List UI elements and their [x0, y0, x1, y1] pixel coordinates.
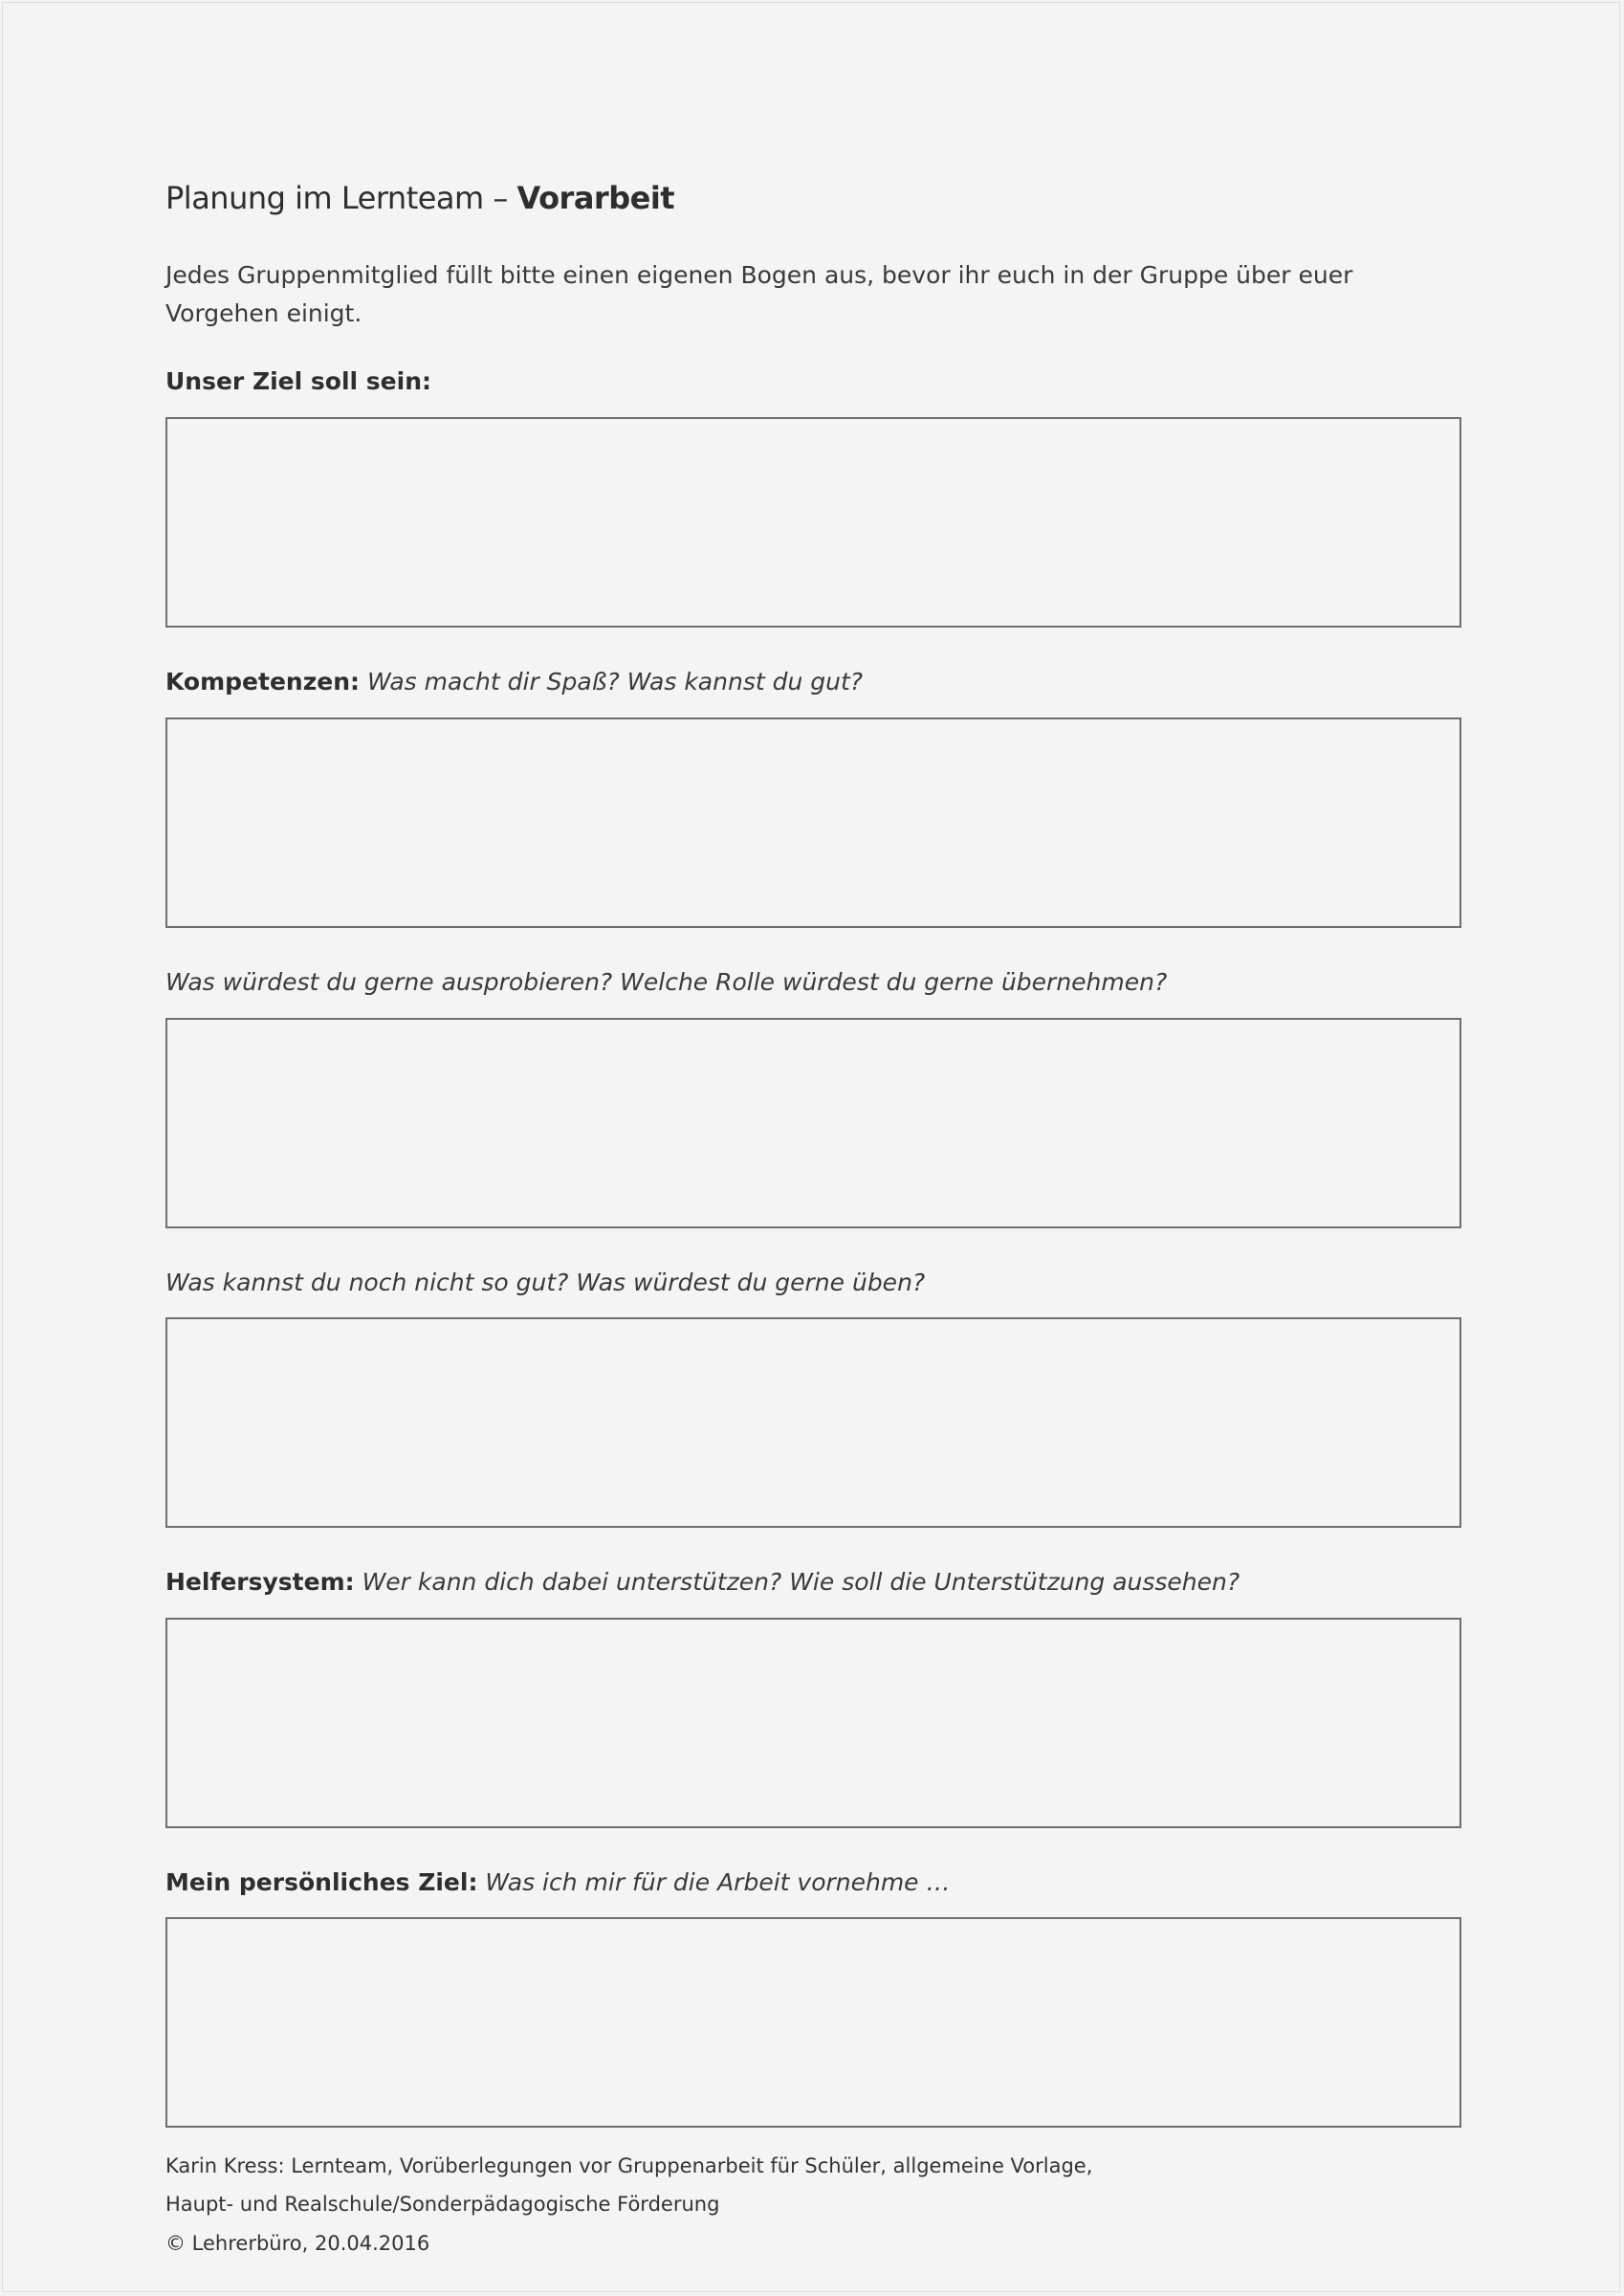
persoenlich-question: Was ich mir für die Arbeit vornehme … — [485, 1868, 951, 1896]
page-title — [165, 180, 674, 216]
ziel-label — [165, 367, 431, 395]
ausprobieren-question: Was würdest du gerne ausprobieren? Welche Rolle würdest du gerne übernehmen? — [165, 968, 1168, 996]
kompetenzen-label — [165, 668, 863, 695]
footer-credit-line-1: Karin Kress: Lernteam, Vorüberlegungen vor Gruppenarbeit für Schüler, allgemeine Vorlage, — [165, 2154, 1093, 2177]
kompetenzen-question: Was macht dir Spaß? Was kannst du gut? — [366, 668, 864, 695]
ziel-answer-box[interactable] — [165, 417, 1461, 628]
persoenlich-label — [165, 1868, 951, 1896]
persoenlich-answer-box[interactable] — [165, 1917, 1461, 2128]
helfersystem-question: Wer kann dich dabei unterstützen? Wie soll die Unterstützung aussehen? — [362, 1568, 1240, 1596]
title-emphasis: Vorarbeit — [516, 180, 675, 216]
ueben-question: Was kannst du noch nicht so gut? Was würdest du gerne üben? — [165, 1269, 926, 1296]
helfersystem-label-bold: Helfersystem: — [165, 1568, 355, 1596]
ausprobieren-answer-box[interactable] — [165, 1018, 1461, 1228]
footer-credit-line-2: Haupt- und Realschule/Sonderpädagogische Förderung — [165, 2193, 720, 2216]
kompetenzen-answer-box[interactable] — [165, 718, 1461, 928]
title-prefix: Planung im Lernteam – — [165, 180, 517, 216]
helfersystem-label — [165, 1568, 1240, 1596]
kompetenzen-label-bold: Kompetenzen: — [165, 668, 361, 695]
ueben-label — [165, 1269, 925, 1296]
intro-text: Jedes Gruppenmitglied füllt bitte einen eigenen Bogen aus, bevor ihr euch in der Gruppe über euer Vorgehen einigt. — [165, 261, 1353, 327]
ausprobieren-label — [165, 968, 1167, 996]
ueben-answer-box[interactable] — [165, 1317, 1461, 1528]
helfersystem-answer-box[interactable] — [165, 1618, 1461, 1828]
persoenlich-label-bold: Mein persönliches Ziel: — [165, 1868, 478, 1896]
footer-copyright: © Lehrerbüro, 20.04.2016 — [165, 2232, 430, 2255]
ziel-label-bold: Unser Ziel soll sein: — [165, 367, 431, 395]
